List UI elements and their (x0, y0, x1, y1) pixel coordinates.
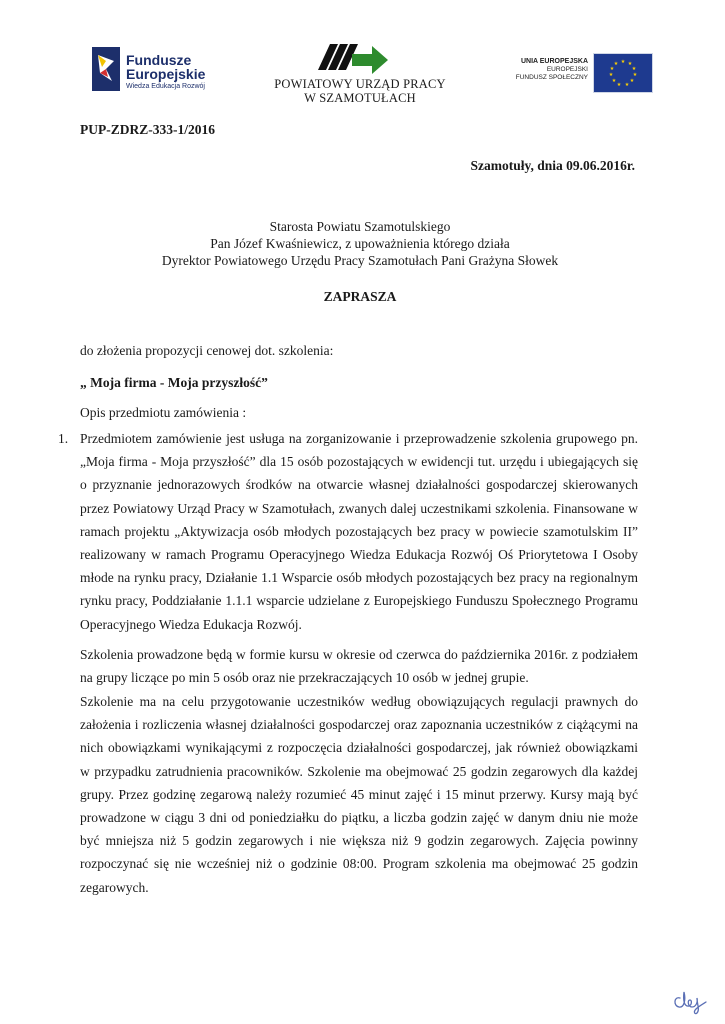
addressee-line: Starosta Powiatu Szamotulskiego (269, 219, 451, 234)
office-name (240, 77, 480, 105)
addressee-block (80, 218, 640, 269)
office-arrow-icon (316, 40, 390, 76)
fe-logo-line2: Europejskie (126, 66, 206, 82)
fe-logo-line3: Wiedza Edukacja Rozwój (126, 83, 205, 90)
eu-logo-line1: UNIA EUROPEJSKA (520, 58, 588, 65)
addressee-line: Pan Józef Kwaśniewicz, z upoważnienia którego działa (210, 236, 510, 251)
addressee-line: Dyrektor Powiatowego Urzędu Pracy Szamotułach Pani Grażyna Słowek (161, 253, 559, 268)
svg-text:★: ★ (627, 61, 633, 67)
reference-number: PUP-ZDRZ-333-1/2016 (80, 122, 215, 137)
office-name-line2: W SZAMOTUŁACH (304, 91, 416, 105)
svg-text:★: ★ (620, 59, 626, 65)
eu-logo-line2: EUROPEJSKI (546, 66, 588, 73)
fe-logo-line1: Fundusze (126, 52, 192, 68)
eu-flag-icon (593, 53, 653, 93)
svg-text:★: ★ (611, 78, 617, 84)
date-line: Szamotuły, dnia 09.06.2016r. (470, 158, 635, 173)
handwritten-signature (670, 980, 710, 1016)
document-heading: ZAPRASZA (323, 289, 397, 304)
item-text: Przedmiotem zamówienie jest usługa na zorganizowanie i przeprowadzenie szkolenia grupowego pn. „Moja firma - Moja przyszłość” dla 15 osób pozostających w ewidencji tut. urzędu i ubiegających się o przyznanie jednorazowych środków na otwarcie własnej działalności gospodarczej skierowanych przez Powiatowy Urząd Pracy w Szamotułach, zwanych dalej uczestnikami szkolenia. Finansowane w ramach projektu „Aktywizacja osób młodych pozostających bez pracy w powiecie szamotulskim II” realizowany w ramach Programu Operacyjnego Wiedza Edukacja Rozwój Oś Priorytetowa I Osoby młode na rynku pracy, Działanie 1.1 Wsparcie osób młodych pozostających bez pracy na regionalnym rynku pracy, Poddziałanie 1.1.1 wsparcie udzielane z Europejskiego Funduszu Społecznego Programu Operacyjnego Wiedza Edukacja Rozwój. (80, 431, 638, 632)
paragraph-schedule: Szkolenia prowadzone będą w formie kursu w okresie od czerwca do października 2016r. z podziałem na grupy liczące po min 5 osób oraz nie przekraczających 10 osób w jednej grupie. (80, 647, 638, 686)
svg-text:★: ★ (613, 61, 619, 67)
svg-text:★: ★ (616, 82, 622, 88)
eu-logo-text (478, 58, 588, 82)
training-subject: „ Moja firma - Moja przyszłość” (80, 375, 268, 390)
intro-text: do złożenia propozycji cenowej dot. szkolenia: (80, 343, 334, 358)
item-number: 1. (58, 431, 69, 446)
fundusze-europejskie-logo (126, 53, 205, 92)
svg-text:★: ★ (608, 72, 614, 78)
svg-text:★: ★ (632, 72, 638, 78)
svg-text:★: ★ (631, 66, 637, 72)
office-name-line1: POWIATOWY URZĄD PRACY (274, 77, 446, 91)
svg-text:★: ★ (609, 66, 615, 72)
description-label: Opis przedmiotu zamówienia : (80, 405, 247, 420)
svg-text:★: ★ (624, 82, 630, 88)
paragraph-goals: Szkolenie ma na celu przygotowanie uczestników według obowiązujących regulacji prawnych do założenia i rozliczenia własnej działalności gospodarczej oraz zapoznania uczestników z ciążącymi na nich obowiązkami wynikającymi z rozpoczęcia działalności gospodarczej, jak również obowiązkami w przypadku zatrudnienia pracowników. Szkolenie ma obejmować 25 godzin zegarowych dla każdej grupy. Przez godzinę zegarową należy rozumieć 45 minut zajęć i 15 minut przerwy. Kursy mają być prowadzone w ciągu 3 dni od poniedziałku do piątku, a liczba godzin zajęć w danym dniu nie może być mniejsza niż 5 godzin zegarowych i nie większa niż 9 godzin zegarowych. Zajęcia powinny rozpoczynać się nie wcześniej niż o godzinie 08:00. Program szkolenia ma obejmować 25 godzin zegarowych. (80, 694, 638, 895)
eu-logo-line3: FUNDUSZ SPOŁECZNY (515, 74, 588, 81)
fundusze-europejskie-emblem (92, 47, 122, 91)
svg-text:★: ★ (629, 78, 635, 84)
